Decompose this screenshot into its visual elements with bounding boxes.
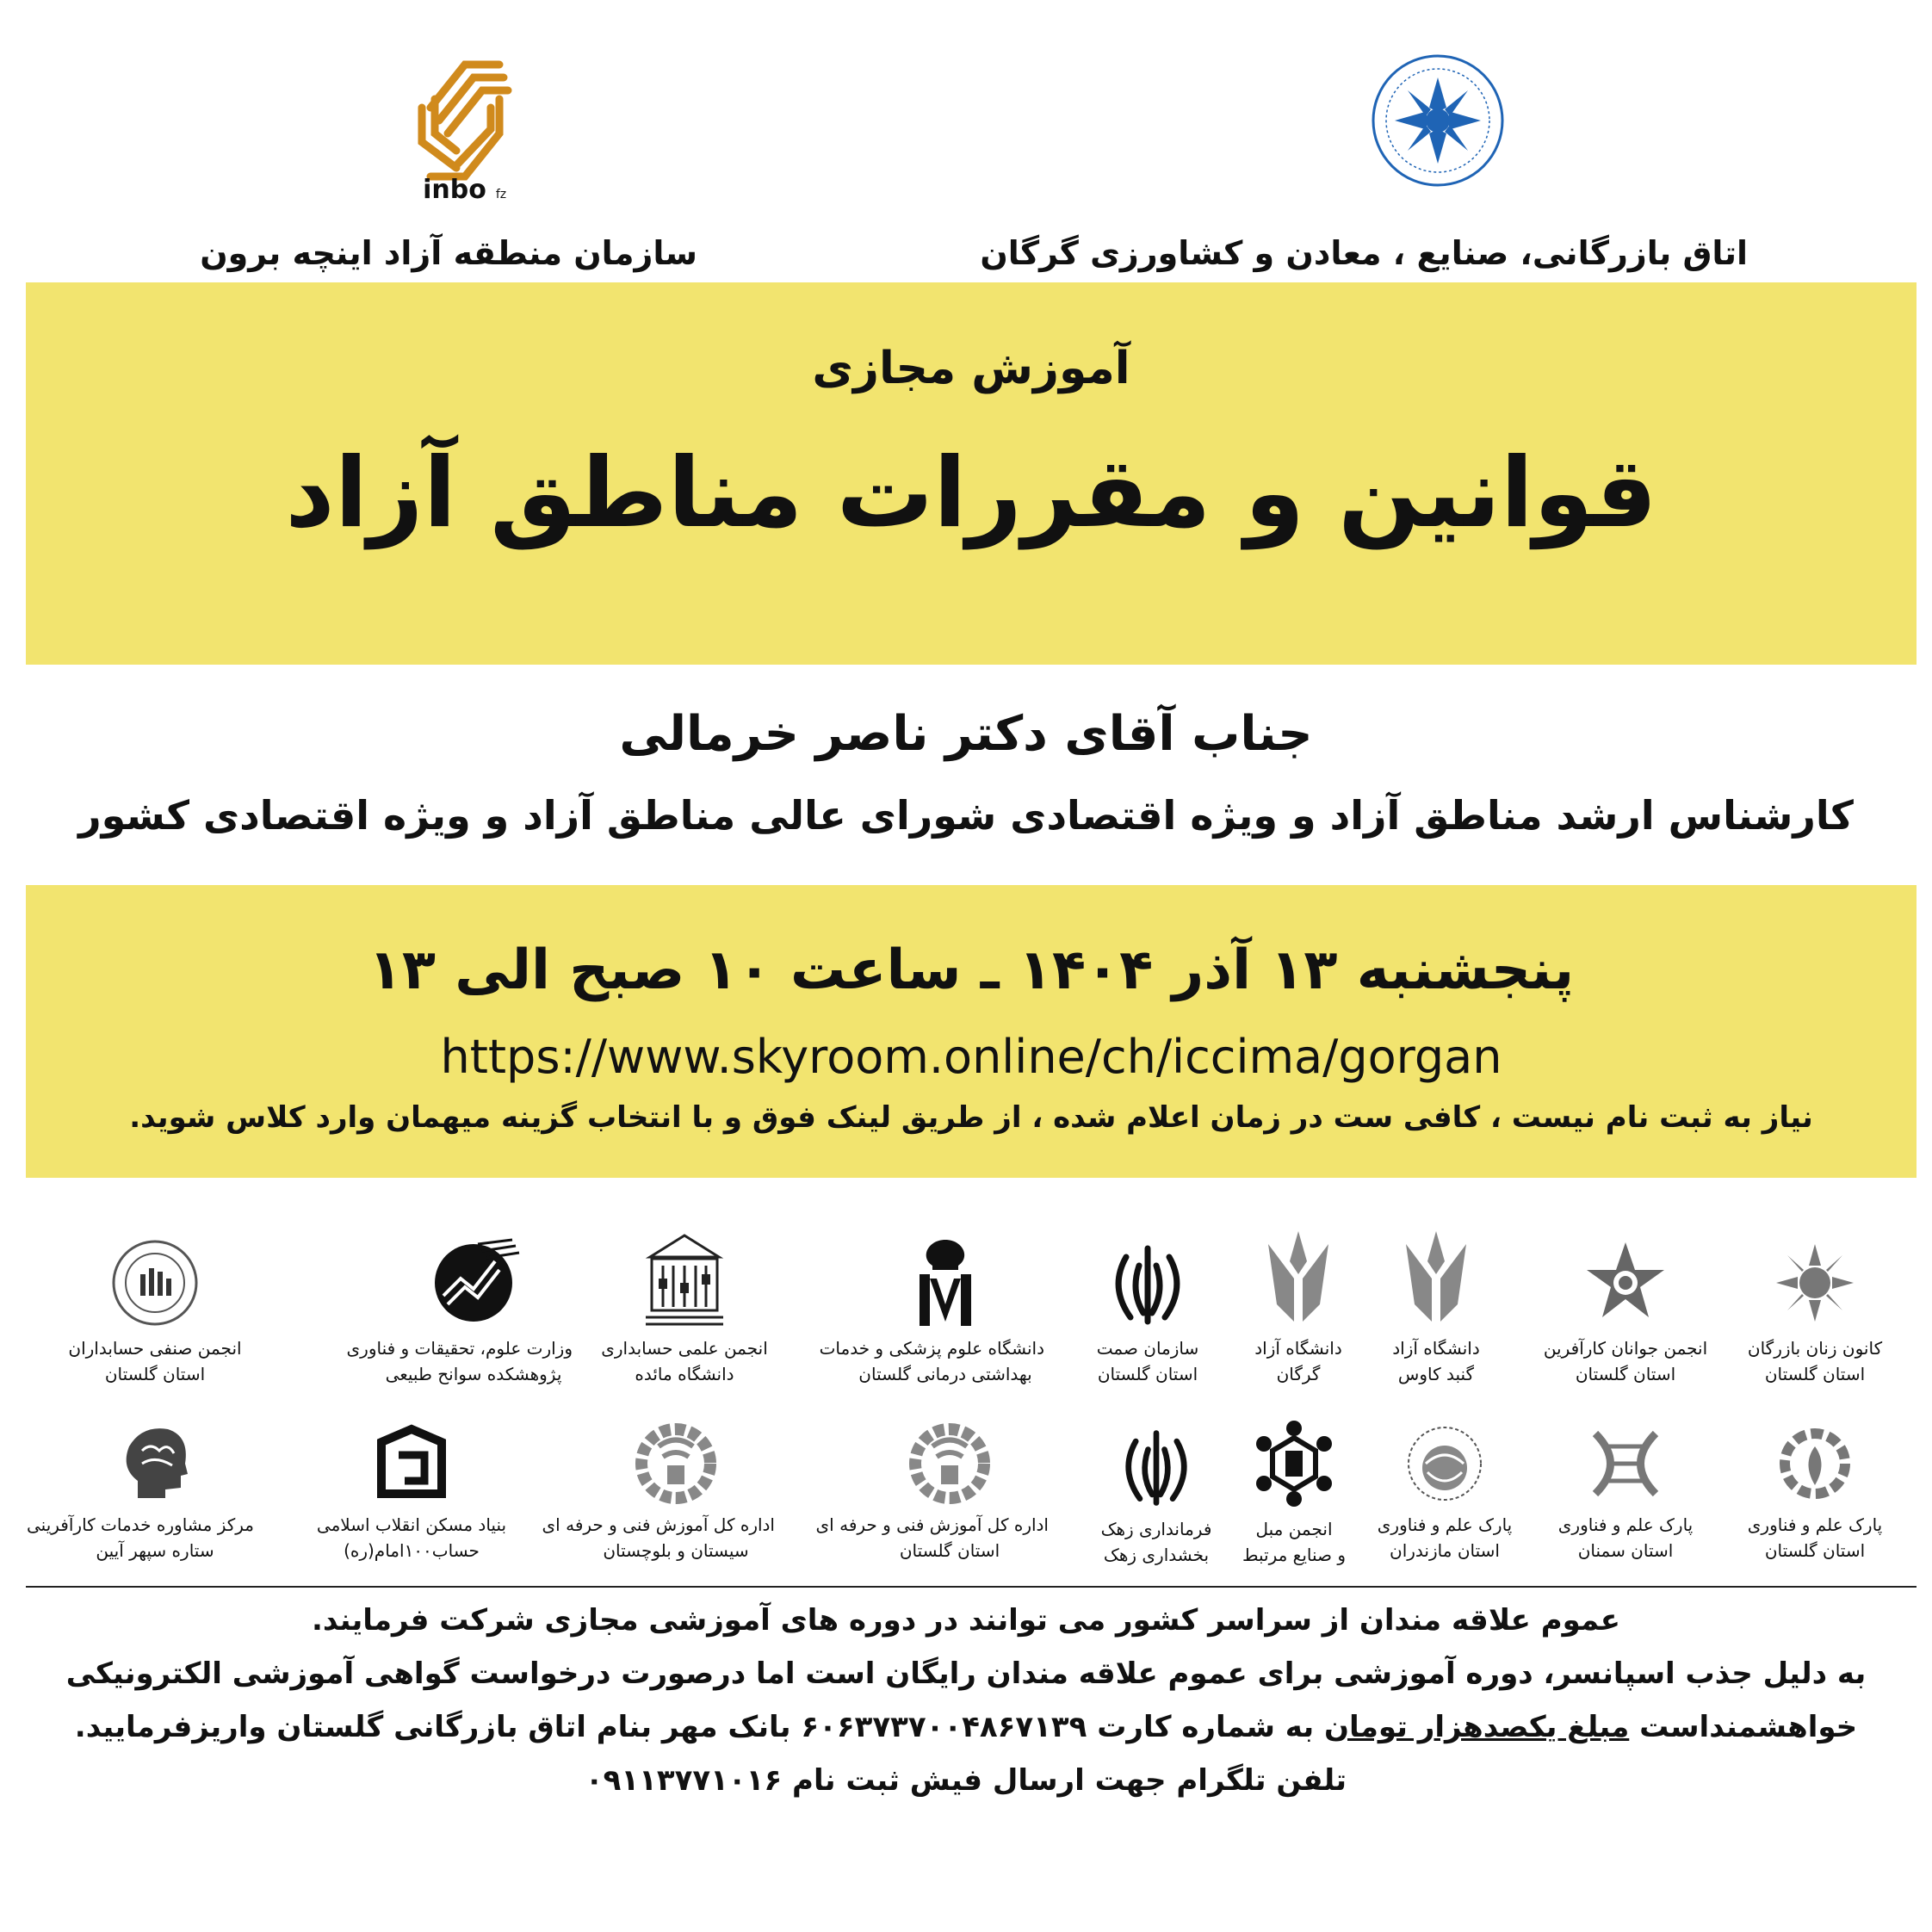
tvto-gear-icon: [902, 1421, 997, 1507]
title-band: [26, 282, 1917, 665]
event-note: نیاز به ثبت نام نیست ، کافی ست در زمان اعلام شده ، از طریق لینک فوق و با انتخاب گزینه میهمان وارد کلاس شوید.: [129, 1100, 1813, 1135]
partner-label-line1: بنیاد مسکن انقلاب اسلامی: [316, 1514, 507, 1535]
partner-label-line1: پارک علم و فناوری: [1747, 1514, 1883, 1535]
partner-label-line2: ستاره سپهر آیین: [96, 1540, 214, 1561]
partner-label-line2: بخشداری زهک: [1103, 1545, 1210, 1565]
partner-label-line1: وزارت علوم، تحقیقات و فناوری: [346, 1338, 573, 1359]
partner-label-line1: انجمن مبل: [1255, 1519, 1333, 1539]
partner-label-line2: استان گلستان: [1097, 1364, 1198, 1384]
partner-label-line1: انجمن جوانان کارآفرین: [1543, 1338, 1708, 1359]
inbo-logo-suffix: fz: [495, 188, 507, 201]
iran-emblem-icon: [1105, 1240, 1191, 1330]
partner-label-line2: استان مازندران: [1390, 1540, 1500, 1561]
event-date-time: پنجشنبه ۱۳ آذر ۱۴۰۴ ـ ساعت ۱۰ صبح الی ۱۳: [368, 938, 1575, 1002]
partner-label-line1: اداره کل آموزش فنی و حرفه ای: [542, 1514, 775, 1535]
partner-label-line2: استان گلستان: [104, 1364, 206, 1384]
partner-label-line1: سازمان صمت: [1096, 1338, 1199, 1359]
footer-line-3-before: خواهشمنداست: [1629, 1710, 1858, 1744]
partner-young-entrepreneurs: [1526, 1235, 1725, 1387]
partner-label-line1: پارک علم و فناوری: [1377, 1514, 1513, 1535]
partner-label-line2: استان گلستان: [1764, 1540, 1866, 1561]
inbo-logo-text: inbo: [423, 175, 486, 202]
course-subtitle: آموزش مجازی: [812, 343, 1130, 394]
free-zone-org-name: سازمان منطقه آزاد اینچه برون: [200, 234, 697, 272]
inbo-s-mark-icon: [405, 47, 525, 202]
head-brain-icon: [112, 1421, 198, 1507]
event-link[interactable]: https://www.skyroom.online/ch/iccima/gorgan: [440, 1030, 1502, 1084]
chamber-logo: [1369, 47, 1507, 198]
people-ring-icon: [1247, 1416, 1341, 1511]
building-book-icon: [641, 1231, 728, 1330]
wave-circle-icon: [426, 1235, 521, 1330]
housing-foundation-icon: [368, 1421, 455, 1507]
gear-leaf-icon: [1772, 1421, 1858, 1507]
partner-label-line2: حساب۱۰۰امام(ره): [344, 1540, 480, 1561]
gear-flower-icon: [1768, 1235, 1862, 1330]
chamber-emblem-icon: [1369, 47, 1507, 198]
partner-golestan-science-park: [1716, 1421, 1914, 1564]
partner-label-line1: فرمانداری زهک: [1100, 1519, 1212, 1539]
partner-label-line1: دانشگاه علوم پزشکی و خدمات: [819, 1338, 1044, 1359]
partner-label-line2: استان سمنان: [1577, 1540, 1674, 1561]
partner-label-line2: و صنایع مرتبط: [1242, 1545, 1347, 1565]
course-title: قوانین و مقررات مناطق آزاد: [285, 437, 1657, 549]
partner-golestan-technical-training: [815, 1421, 1049, 1564]
partner-label-line1: اداره کل آموزش فنی و حرفه ای: [815, 1514, 1049, 1535]
partner-womens-business-association: [1716, 1235, 1914, 1387]
partner-label-line2: استان گلستان: [1575, 1364, 1676, 1384]
partner-label-line2: پژوهشکده سوانح طبیعی: [385, 1364, 562, 1384]
round-seal-icon: [108, 1235, 202, 1330]
partner-label-line1: کانون زنان بازرگان: [1747, 1338, 1883, 1359]
chamber-org-name: اتاق بازرگانی، صنایع ، معادن و کشاورزی گرگان: [980, 234, 1748, 272]
inbo-logo: [405, 47, 525, 202]
event-band: [26, 885, 1917, 1178]
partner-entrepreneurship-consulting-center: [26, 1421, 254, 1564]
footer-line-1: عموم علاقه مندان از سراسر کشور می توانند در دوره های آموزشی مجازی شرکت فرمایند.: [312, 1603, 1620, 1638]
partner-label-line1: پارک علم و فناوری: [1557, 1514, 1694, 1535]
globe-seal-icon: [1402, 1421, 1488, 1507]
partner-label-line2: سیستان و بلوچستان: [603, 1540, 749, 1561]
partner-samat-organization: [1049, 1240, 1247, 1387]
speaker-role: کارشناس ارشد مناطق آزاد و ویژه اقتصادی شورای عالی مناطق آزاد و ویژه اقتصادی کشور: [78, 792, 1854, 839]
fee-amount: مبلغ یکصدهزار تومان: [1324, 1710, 1630, 1744]
partner-label-line1: دانشگاه آزاد: [1254, 1338, 1342, 1359]
partner-label-line2: گنبد کاوس: [1397, 1364, 1475, 1384]
partner-label-line1: مرکز مشاوره خدمات کارآفرینی: [26, 1514, 254, 1535]
partner-label-line2: استان گلستان: [1764, 1364, 1866, 1384]
medical-university-icon: [911, 1235, 980, 1330]
partner-label-line1: انجمن صنفی حسابداران: [68, 1338, 242, 1359]
partner-housing-foundation: [313, 1421, 511, 1564]
partner-label-line1: انجمن علمی حسابداری: [601, 1338, 768, 1359]
speaker-name: جناب آقای دکتر ناصر خرمالی: [619, 706, 1313, 762]
partner-label-line2: استان گلستان: [899, 1540, 1000, 1561]
footer-line-3-after: به شماره کارت ۶۰۶۳۷۳۷۰۰۴۸۶۷۱۳۹ بانک مهر بنام اتاق بازرگانی گلستان واریزفرمایید.: [74, 1710, 1325, 1744]
partner-label-line2: گرگان: [1276, 1364, 1321, 1384]
tvto-gear-icon: [629, 1421, 723, 1507]
footer-line-2: به دلیل جذب اسپانسر، دوره آموزشی برای عموم علاقه مندان رایگان است اما درصورت درخواست گواهی آموزشی الکترونیکی: [65, 1656, 1867, 1691]
partner-label-line2: دانشگاه مائده: [635, 1364, 734, 1384]
partner-golestan-medical-university: [819, 1235, 1044, 1387]
partner-label-line1: دانشگاه آزاد: [1392, 1338, 1480, 1359]
partner-label-line2: بهداشتی درمانی گلستان: [858, 1364, 1032, 1384]
footer-line-4: تلفن تلگرام جهت ارسال فیش ثبت نام ۰۹۱۱۳۷۷۱۰۱۶: [585, 1763, 1347, 1798]
dna-icon: [1582, 1421, 1669, 1507]
partner-natural-disasters-institute: [346, 1235, 573, 1387]
footer-divider: [26, 1586, 1917, 1588]
partner-semnan-science-park: [1526, 1421, 1725, 1564]
azad-university-icon: [1260, 1227, 1337, 1330]
footer-line-3: [52, 1710, 1880, 1744]
partner-sistan-technical-training: [542, 1421, 775, 1564]
iran-emblem-icon: [1113, 1425, 1199, 1511]
partner-maedeh-accounting-association: [585, 1231, 783, 1387]
azad-university-icon: [1397, 1227, 1475, 1330]
partner-accountants-guild: [56, 1235, 254, 1387]
star-emblem-icon: [1578, 1235, 1673, 1330]
partner-zahak-governorate: [1057, 1425, 1255, 1568]
